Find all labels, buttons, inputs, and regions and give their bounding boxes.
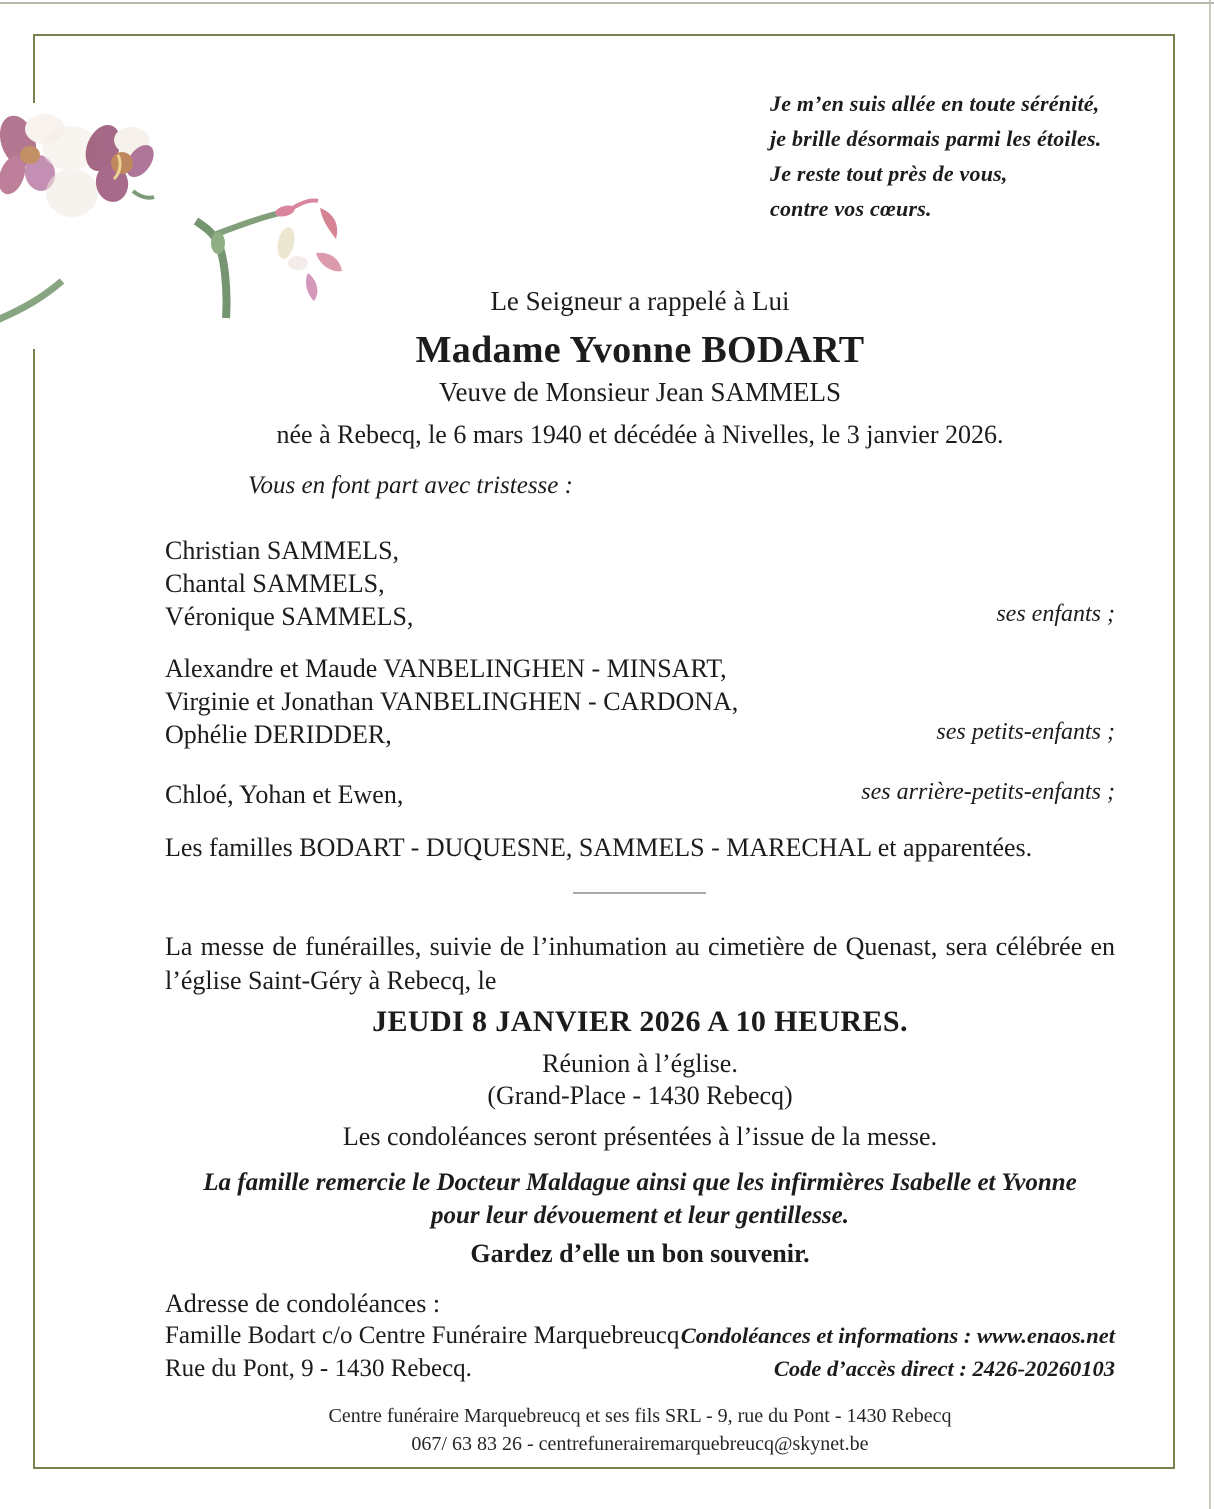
meeting-line: Réunion à l’église.: [542, 1049, 738, 1078]
address-row: [165, 1322, 1115, 1350]
family-names: [165, 778, 403, 811]
ceremony-date: JEUDI 8 JANVIER 2026 A 10 HEURES.: [372, 1005, 908, 1038]
online-access-code: Code d’accès direct : 2426-20260103: [773, 1356, 1115, 1381]
thanks-note: [165, 1166, 1115, 1232]
family-name: Alexandre et Maude VANBELINGHEN - MINSART,: [165, 654, 727, 683]
farewell-quote: [770, 86, 1101, 226]
family-name: Virginie et Jonathan VANBELINGHEN - CARDONA,: [165, 687, 739, 716]
condolence-address-title: Adresse de condoléances :: [165, 1289, 441, 1318]
meeting-place: (Grand-Place - 1430 Rebecq): [487, 1081, 793, 1110]
online-condolences-info: Condoléances et informations : www.enaos.net: [680, 1323, 1115, 1348]
condolence-address-line: Famille Bodart c/o Centre Funéraire Marquebreucq: [165, 1322, 680, 1349]
relation-label: ses enfants ;: [996, 601, 1115, 627]
funeral-home-info: Centre funéraire Marquebreucq et ses fils SRL - 9, rue du Pont - 1430 Rebecq: [328, 1405, 952, 1427]
widow-line: Veuve de Monsieur Jean SAMMELS: [439, 377, 841, 407]
condolences-line: Les condoléances seront présentées à l’issue de la messe.: [342, 1122, 938, 1151]
religious-intro: Le Seigneur a rappelé à Lui: [490, 286, 790, 316]
funeral-home-contact: 067/ 63 83 26 - centrefunerairemarquebreucq@skynet.be: [411, 1433, 869, 1455]
announcement-intro: Vous en font part avec tristesse :: [248, 472, 573, 499]
extended-families-line: Les familles BODART - DUQUESNE, SAMMELS - MARECHAL et apparentées.: [165, 833, 1033, 862]
thanks-line: La famille remercie le Docteur Maldague ainsi que les infirmières Isabelle et Yvonne: [203, 1169, 1077, 1196]
family-name: Chloé, Yohan et Ewen,: [165, 780, 404, 809]
scan-edge-top: [0, 2, 1214, 4]
scan-edge-right: [1209, 0, 1211, 1509]
family-group-children: [165, 534, 1115, 633]
birth-death-line: née à Rebecq, le 6 mars 1940 et décédée à Nivelles, le 3 janvier 2026.: [276, 420, 1004, 449]
section-divider: [573, 892, 706, 894]
family-name: Christian SAMMELS,: [165, 536, 400, 565]
family-name: Ophélie DERIDDER,: [165, 720, 392, 749]
family-names: [165, 534, 413, 633]
relation-label: ses arrière-petits-enfants ;: [861, 779, 1115, 805]
family-group-great-grandchildren: [165, 776, 1115, 811]
relation-label: ses petits-enfants ;: [936, 719, 1115, 745]
family-group-grandchildren: [165, 652, 1115, 751]
thanks-line: pour leur dévouement et leur gentillesse.: [430, 1202, 850, 1229]
ceremony-paragraph: La messe de funérailles, suivie de l’inhumation au cimetière de Quenast, sera célébrée en l’église Saint-Géry à Rebecq, le: [165, 932, 1115, 995]
quote-line: Je m’en suis allée en toute sérénité,: [770, 91, 1100, 116]
condolence-address-line: Rue du Pont, 9 - 1430 Rebecq.: [165, 1355, 472, 1382]
family-name: Véronique SAMMELS,: [165, 602, 414, 631]
quote-line: contre vos cœurs.: [770, 196, 932, 221]
address-row: [165, 1355, 1115, 1383]
family-names: [165, 652, 738, 751]
remembrance-line: Gardez d’elle un bon souvenir.: [470, 1239, 810, 1268]
quote-line: Je reste tout près de vous,: [770, 161, 1008, 186]
family-name: Chantal SAMMELS,: [165, 569, 385, 598]
deceased-name: Madame Yvonne BODART: [415, 329, 865, 371]
quote-line: je brille désormais parmi les étoiles.: [770, 126, 1102, 151]
